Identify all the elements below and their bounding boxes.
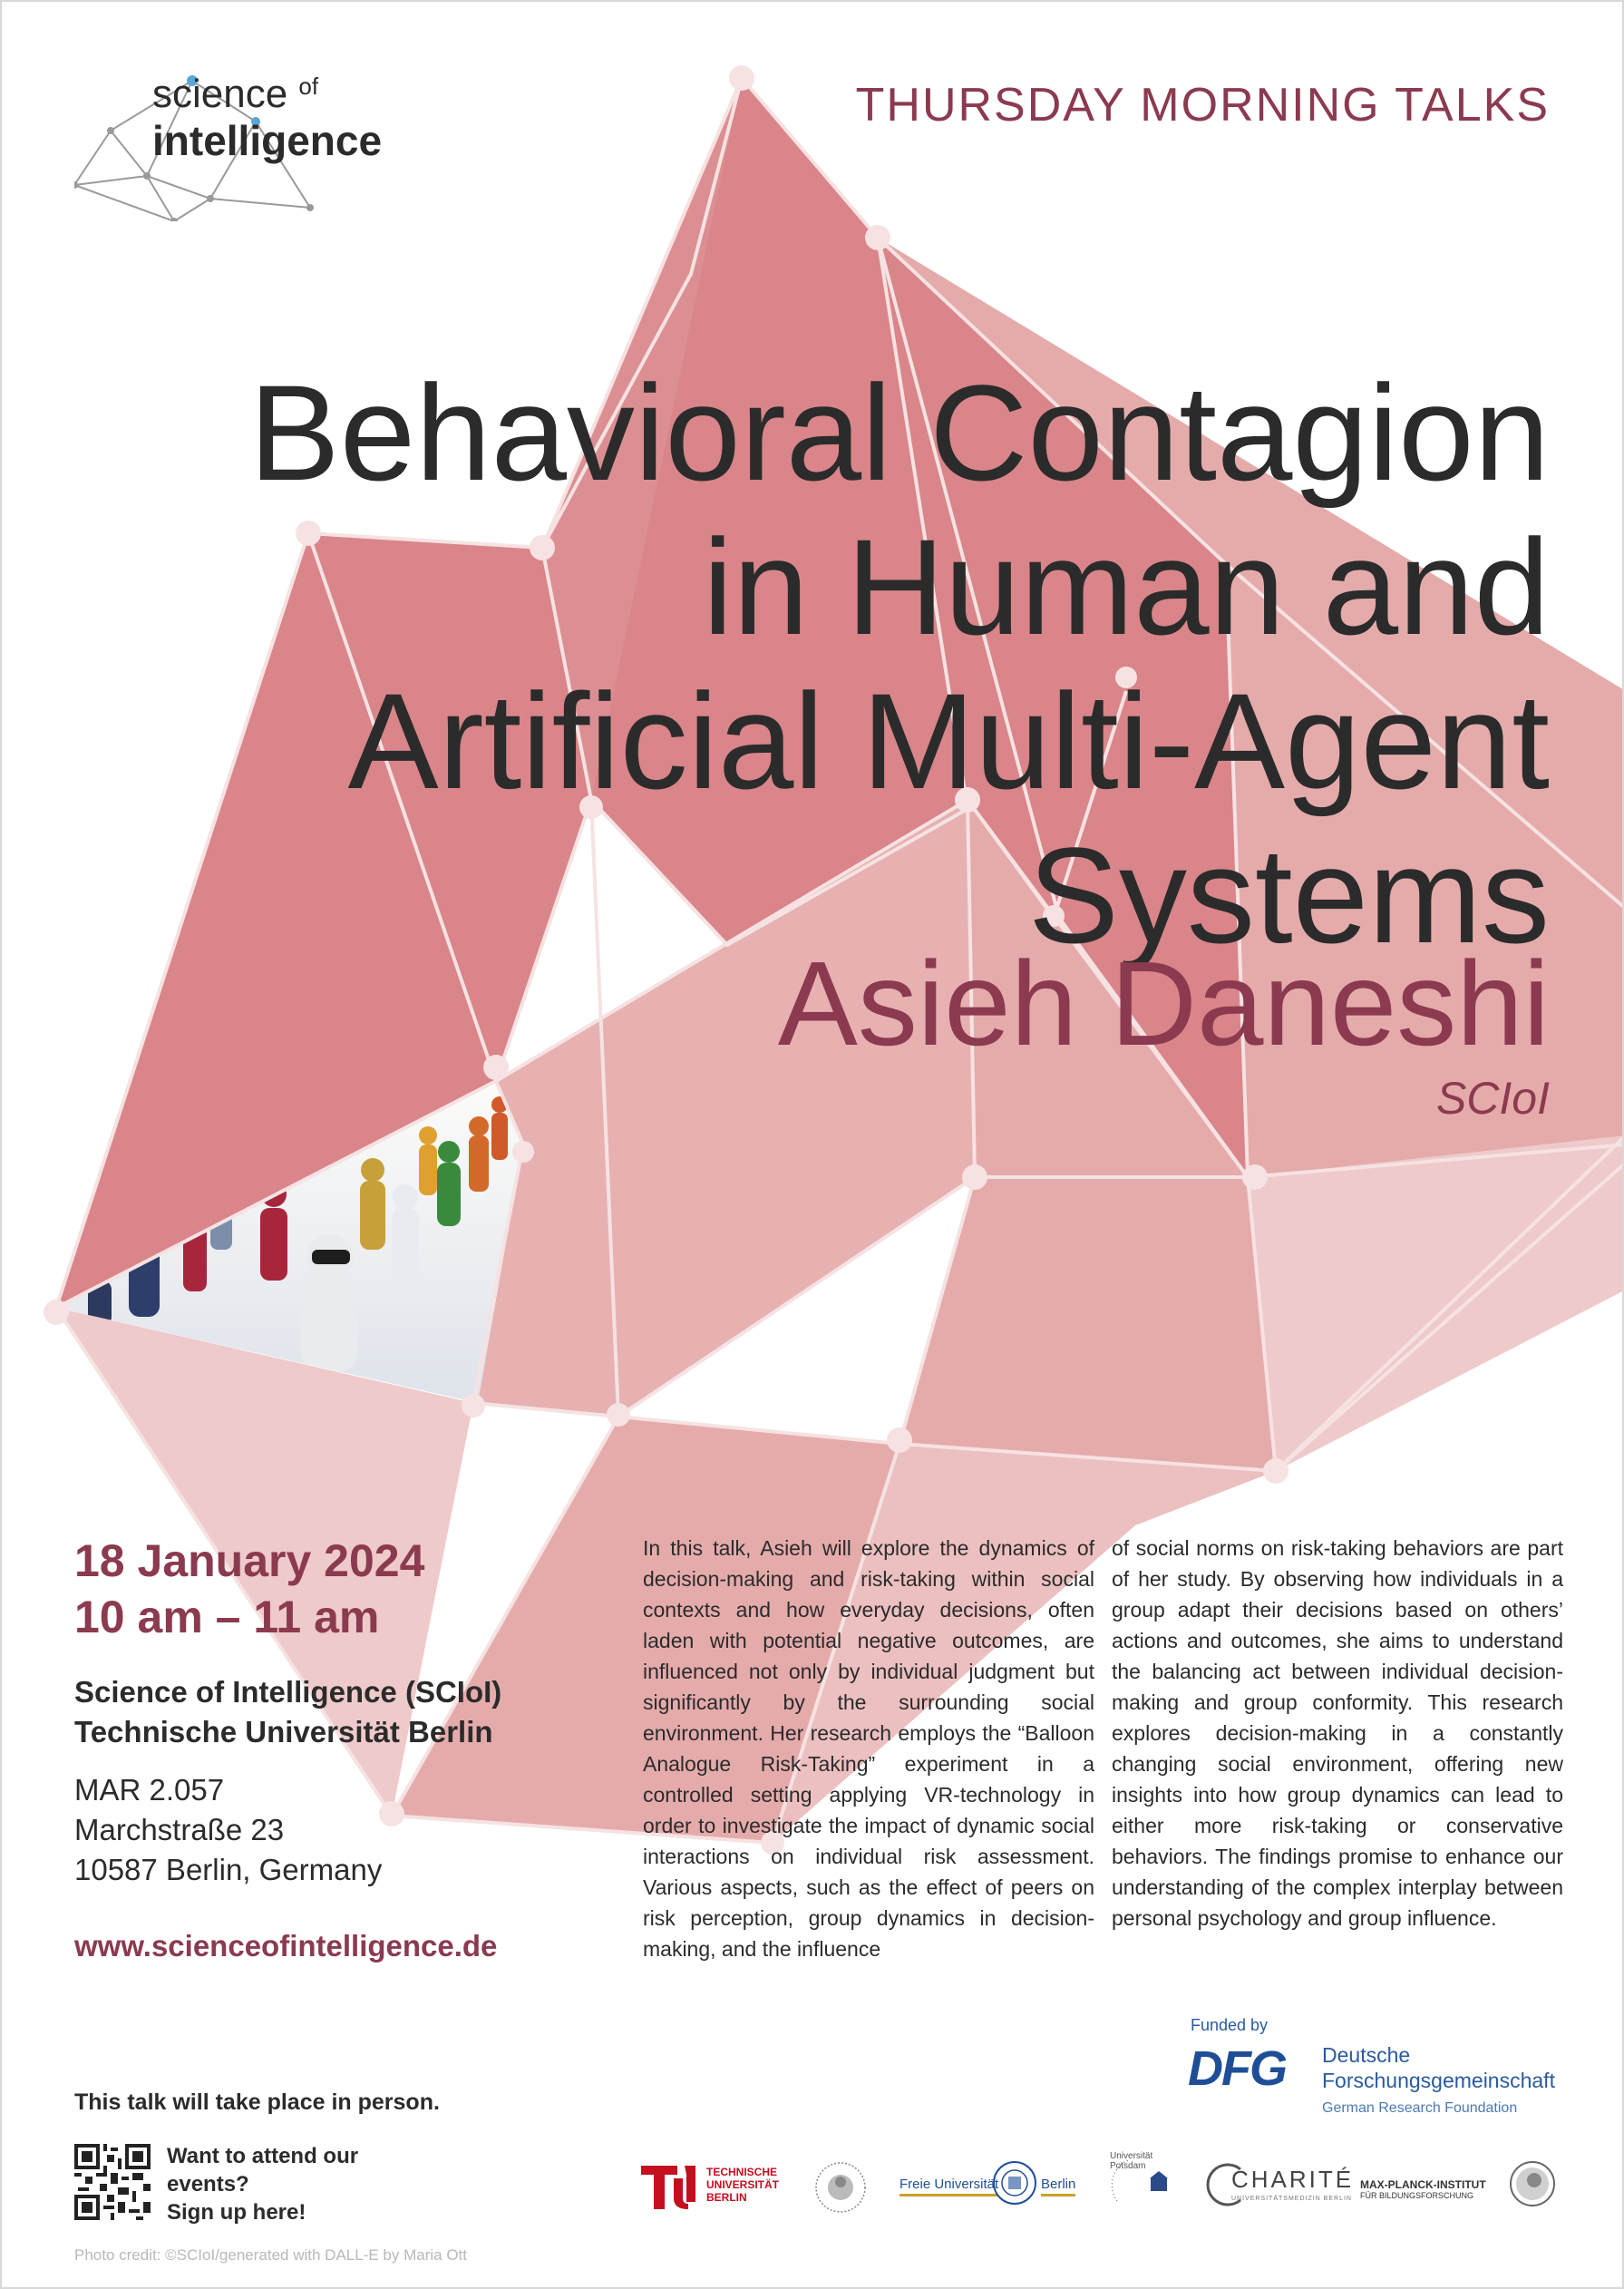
title-line-4: Systems	[1027, 819, 1550, 971]
website-link[interactable]: www.scienceofintelligence.de	[74, 1929, 498, 1963]
fu-berlin-city: Berlin	[1041, 2177, 1075, 2196]
dfg-name	[1322, 2042, 1555, 2093]
attend-line-3: Sign up here!	[167, 2200, 306, 2225]
logo-science: science	[152, 72, 288, 116]
tu-berlin-logo-text	[706, 2166, 779, 2204]
mpi-minerva-icon	[1509, 2160, 1556, 2207]
talk-title	[135, 356, 1550, 972]
charite-logo-text: CHARITÉ	[1231, 2166, 1355, 2193]
dfg-name-line-2: Forschungsgemeinschaft	[1322, 2069, 1555, 2092]
tu-line-3: BERLIN	[706, 2191, 747, 2204]
event-date: 18 January 2024	[74, 1535, 425, 1586]
dfg-name-line-1: Deutsche	[1322, 2043, 1411, 2067]
shape-light-2	[1248, 1135, 1624, 1471]
speaker-name: Asieh Daneshi	[777, 937, 1550, 1070]
address-city: 10587 Berlin, Germany	[74, 1853, 383, 1886]
venue-line-2: Technische Universität Berlin	[74, 1715, 493, 1748]
series-title: THURSDAY MORNING TALKS	[855, 79, 1550, 131]
signup-callout[interactable]	[167, 2142, 358, 2226]
abstract-column-2: of social norms on risk-taking behaviors are part of her study. By observing how individuals in a group adapt their decisions based on others’ actions and outcomes, she aims to understand the balancing act between individual decision-making and group conformity. This research explores decision-making in a constantly changing social environment, offering new insights into how group dynamics can lead to either more risk-taking or conservative behaviors. The findings promise to enhance our understanding of the complex interplay between personal psychology and group influence.	[1112, 1536, 1563, 1930]
mpi-line-2: FÜR BILDUNGSFORSCHUNG	[1360, 2191, 1474, 2200]
venue-line-1: Science of Intelligence (SCIoI)	[74, 1675, 502, 1709]
tu-berlin-logo-icon	[641, 2162, 697, 2209]
humboldt-seal-icon	[813, 2160, 868, 2215]
address-street: Marchstraße 23	[74, 1813, 285, 1846]
mpi-logo-text	[1360, 2178, 1486, 2200]
title-line-1: Behavioral Contagion	[248, 356, 1550, 509]
abstract-column-1: In this talk, Asieh will explore the dynamics of decision-making and risk-taking within social contexts and how everyday decisions, often laden with potential negative outcomes, are influenced not only by individual judgment but significantly by the surrounding social environment. Her research employs the “Balloon Analogue Risk-Taking” experiment in a controlled setting applying VR-technology in order to investigate the impact of dynamic social interactions on individual risk assessment. Various aspects, such as the effect of peers on risk perception, group dynamics in decision-making, and the influence	[643, 1536, 1094, 1961]
tu-line-2: UNIVERSITÄT	[706, 2178, 780, 2191]
logo-text-science	[152, 74, 318, 119]
funded-by-label: Funded by	[1191, 2016, 1269, 2034]
photo-credit: Photo credit: ©SCIoI/generated with DALL-E by Maria Ott	[74, 2246, 468, 2264]
attend-line-2: events?	[167, 2172, 249, 2196]
event-datetime	[74, 1533, 424, 1645]
in-person-note: This talk will take place in person.	[74, 2089, 440, 2115]
tu-line-1: TECHNISCHE	[706, 2166, 778, 2178]
speaker-affiliation: SCIoI	[1435, 1073, 1550, 1124]
address-room: MAR 2.057	[74, 1773, 225, 1807]
event-address	[74, 1770, 382, 1890]
event-venue	[74, 1672, 501, 1752]
dfg-name-english: German Research Foundation	[1322, 2100, 1518, 2116]
logo-of: of	[298, 73, 319, 100]
qr-code-icon[interactable]	[74, 2144, 151, 2220]
title-line-2: in Human and	[703, 511, 1550, 663]
fu-berlin-seal-icon	[992, 2160, 1037, 2206]
fu-berlin-text: Freie Universität	[900, 2177, 998, 2196]
potsdam-logo-text: Universität Potsdam	[1110, 2151, 1153, 2171]
event-time: 10 am – 11 am	[74, 1592, 380, 1642]
charite-logo-subtext: UNIVERSITÄTSMEDIZIN BERLIN	[1231, 2196, 1352, 2202]
logo-intelligence: intelligence	[152, 117, 383, 164]
attend-line-1: Want to attend our	[167, 2144, 359, 2168]
title-line-3: Artificial Multi-Agent	[347, 665, 1550, 817]
mpi-line-1: MAX-PLANCK-INSTITUT	[1360, 2178, 1486, 2191]
dfg-logo: DFG	[1188, 2041, 1286, 2096]
